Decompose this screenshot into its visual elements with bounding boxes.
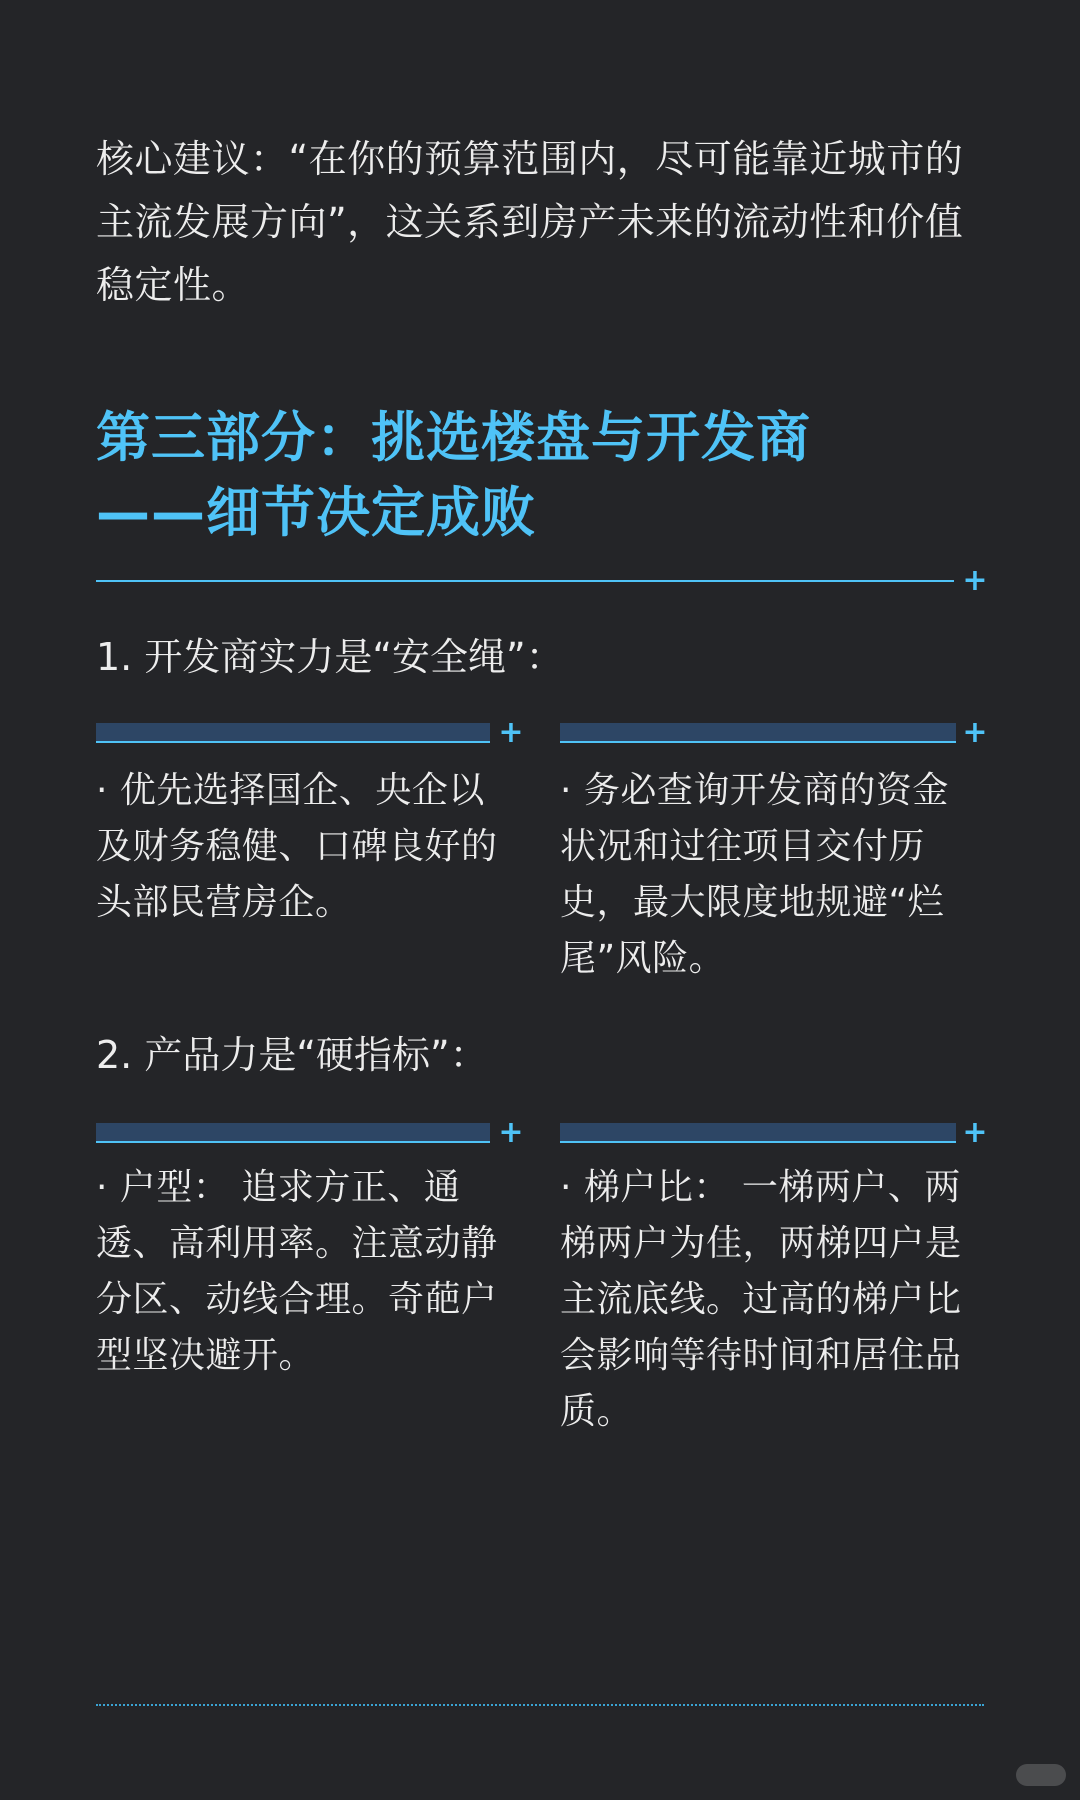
section-title-line-2: ——细节决定成败: [96, 481, 536, 544]
bottom-dotted-divider: [96, 1704, 984, 1706]
plus-icon: +: [498, 715, 524, 750]
section-divider: [96, 580, 954, 582]
item-2-heading: 2. 产品力是“硬指标”：: [96, 1033, 488, 1077]
item-1-right-bar: [560, 723, 956, 743]
item-2-left-bar: [96, 1123, 490, 1143]
section-title-line-1: 第三部分：挑选楼盘与开发商: [96, 406, 811, 469]
section-title: [96, 400, 996, 550]
item-1-left-text: · 优先选择国企、央企以及财务稳健、口碑良好的头部民营房企。: [96, 770, 498, 923]
plus-icon: +: [962, 1115, 988, 1150]
item-1-left-bar: [96, 723, 490, 743]
item-2-right-text: · 梯户比： 一梯两户、两梯两户为佳，两梯四户是主流底线。过高的梯户比会影响等待时间和居住品质。: [560, 1167, 962, 1432]
intro-paragraph: 核心建议：“在你的预算范围内，尽可能靠近城市的主流发展方向”，这关系到房产未来的流动性和价值稳定性。: [96, 137, 964, 307]
item-1-heading: 1. 开发商实力是“安全绳”：: [96, 635, 564, 679]
watermark-badge: [1016, 1764, 1066, 1786]
item-2-right-bar: [560, 1123, 956, 1143]
plus-icon: +: [498, 1115, 524, 1150]
plus-icon: +: [962, 563, 988, 598]
item-2-left-text: · 户型： 追求方正、通透、高利用率。注意动静分区、动线合理。奇葩户型坚决避开。: [96, 1167, 498, 1376]
item-1-right-text: · 务必查询开发商的资金状况和过往项目交付历史，最大限度地规避“烂尾”风险。: [560, 770, 949, 979]
plus-icon: +: [962, 715, 988, 750]
